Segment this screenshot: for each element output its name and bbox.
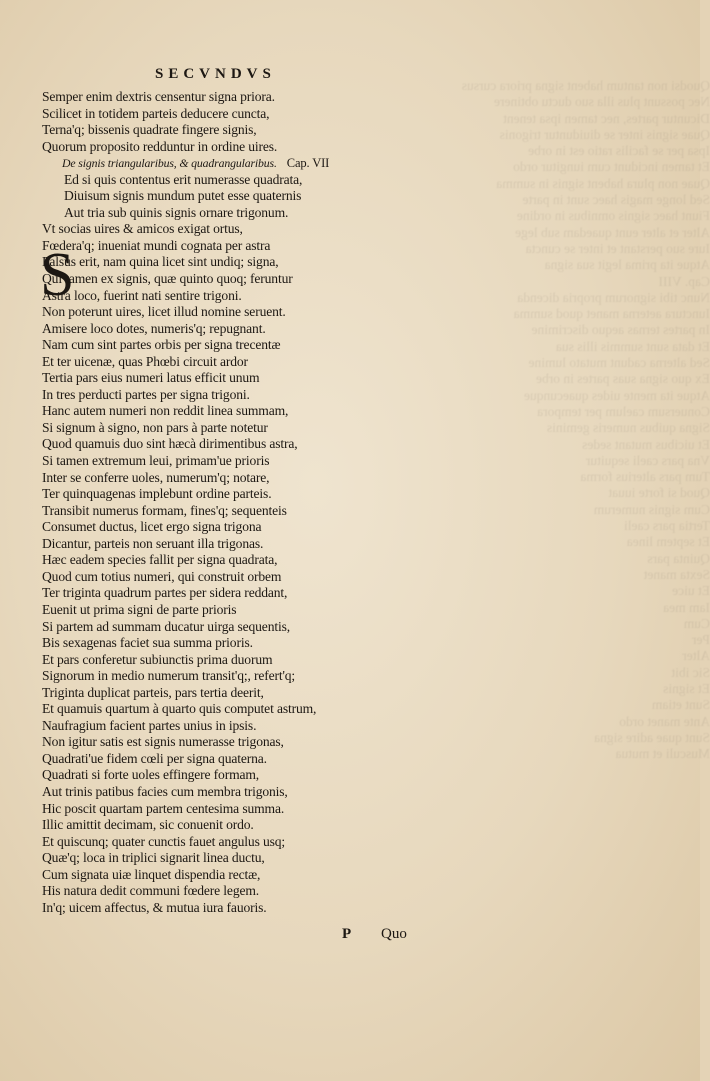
text-line: Hanc autem numeri non reddit linea summam, (42, 403, 289, 419)
text-line: Amisere loco dotes, numeris'q; repugnant. (42, 320, 266, 336)
drop-cap: S (40, 241, 75, 309)
main-text-column (42, 89, 372, 933)
text-line: Illic amittit decimam, sic conuenit ordo. (42, 817, 254, 833)
text-line: Si partem ad summam ducatur uirga sequentis, (42, 618, 290, 634)
text-line: Bis sexagenas faciet sua summa prioris. (42, 635, 253, 651)
chapter-number: Cap. VII (286, 156, 330, 171)
catchword: Quo (381, 926, 407, 942)
text-line: Quæ'q; loca in triplici signarit linea ductu, (42, 850, 265, 866)
text-line: Semper enim dextris censentur signa priora. (42, 89, 275, 104)
text-line: Ter triginta quadrum partes per sidera reddant, (42, 585, 288, 601)
text-line: Triginta duplicat parteis, pars tertia deerit, (42, 684, 264, 700)
text-line: Et ter uicenæ, quas Phœbi circuit ardor (42, 353, 248, 369)
text-line: Quadrati'ue fidem cœli per signa quaterna. (42, 750, 267, 766)
text-line: Non igitur satis est signis numerasse trigonas, (42, 734, 284, 750)
text-line: His natura dedit communi fœdere legem. (42, 883, 260, 899)
text-line: Ed si quis contentus erit numerasse quadrata, (64, 171, 303, 187)
signature-mark: P (342, 926, 352, 942)
text-line: Tertia pars eius numeri latus efficit unum (42, 370, 260, 386)
text-line: In'q; uicem affectus, & mutua iura fauoris. (42, 899, 267, 915)
text-line: Consumet ductus, licet ergo signa trigona (42, 519, 262, 535)
text-line: Hæc eadem species fallit per signa quadrata, (42, 552, 278, 568)
text-line: Qui tamen ex signis, quæ quinto quoq; feruntur (42, 271, 293, 287)
text-line: Aut trinis patibus facies cum membra trigonis, (42, 783, 288, 799)
text-line: Scilicet in totidem parteis deducere cuncta, (42, 105, 270, 121)
show-through-text: Quodsi non tantum habent signa priora cursus Nec possunt plus illa suo ductu obtinere Dicuntur partes, nec tamen ipsa tenent Quae signis inter se diuiduntur trigonis Ipsa per se facilis ratio est in orbe Et tamen incidunt cum iungitur ordo Quae non plura habent signis in summa Sed longe magis haec sunt in parte Fiunt haec signis omnibus in ordine Alter et alter eunt quaedam sub lege Iure suo perstant et inter se cuncta Atque ita prima legit sua signa Cap. VIII Nunc tibi signorum propria dicenda Iunctura aeterna manet quod summa In partes ternas aequo discrimine Et data sunt summis illis sua Sed alterna cadunt mutato lumine Ex quo signa suas partes in orbe Atque ita mente uides quaecunque Conuersum caelum per tempora Signa quibus numeris geminis Et uicibus mutant sedes Vna pars caeli sequitur Tum pars alterius forma Quod si forte iuuat Cum signis numerum Tertia pars caeli Et septem linea Quinta pars Sexta manet Et uice Iam mea Cum Per Alter Sic ibit Et signis Sunt etiam Ante manet ordo Sunt quae adire signa Musculi et mutua (461, 78, 710, 762)
text-line: Et pars conferetur subiunctis prima duorum (42, 651, 273, 667)
text-line: Signorum in medio numerum transit'q;, refert'q; (42, 668, 296, 684)
text-line: Hic poscit quartam partem centesima summa. (42, 800, 285, 816)
page-footer (0, 926, 700, 946)
text-line: Naufragium facient partes unius in ipsis. (42, 717, 257, 733)
text-line: Ter quinquagenas implebunt ordine parteis. (42, 486, 272, 502)
text-line: Quod cum totius numeri, qui construit orbem (42, 568, 282, 584)
text-line: Non poterunt uires, licet illud nomine seruent. (42, 304, 286, 320)
text-line: Quorum proposito redduntur in ordine uires. (42, 138, 278, 154)
text-line: Et quamuis quartum à quarto quis computet astrum, (42, 701, 317, 717)
running-head: SECVNDVS (155, 66, 276, 82)
text-line: Falsus erit, nam quina licet sint undiq; signa, (42, 254, 279, 270)
text-line: Terna'q; bissenis quadrate fingere signis, (42, 122, 257, 138)
chapter-title: De signis triangularibus, & quadrangularibus. (62, 156, 277, 171)
text-line: Et quiscunq; quater cunctis fauet angulus usq; (42, 833, 286, 849)
text-line: In tres perducti partes per signa trigoni. (42, 386, 250, 402)
text-line: Aut tria sub quinis signis ornare trigonum. (64, 204, 289, 220)
text-line: Nam cum sint partes orbis per signa trecentæ (42, 337, 281, 353)
text-line: Diuisum signis mundum putet esse quaternis (64, 188, 302, 204)
text-line: Quadrati si forte uoles effingere formam, (42, 767, 260, 783)
text-line: Quod quamuis duo sint hæcà dirimentibus astra, (42, 436, 298, 452)
text-line: Astra loco, fuerint nati sentire trigoni. (42, 287, 242, 303)
text-line: Vt socias uires & amicos exigat ortus, (42, 221, 243, 237)
chapter-heading (42, 155, 372, 172)
text-line: Euenit ut prima signi de parte prioris (42, 601, 237, 617)
text-line: Inter se conferre uoles, numerum'q; notare, (42, 469, 270, 485)
text-line: Si tamen extremum leui, primam'ue prioris (42, 453, 270, 469)
text-line: Cum signata uiæ linquet dispendia rectæ, (42, 866, 261, 882)
text-line: Dicantur, parteis non seruant illa trigonas. (42, 535, 264, 551)
text-line: Transibit numerus formam, fines'q; sequenteis (42, 502, 287, 518)
text-line: Fœdera'q; inueniat mundi cognata per astra (42, 237, 271, 253)
text-line: Si signum à signo, non pars à parte notetur (42, 419, 268, 435)
